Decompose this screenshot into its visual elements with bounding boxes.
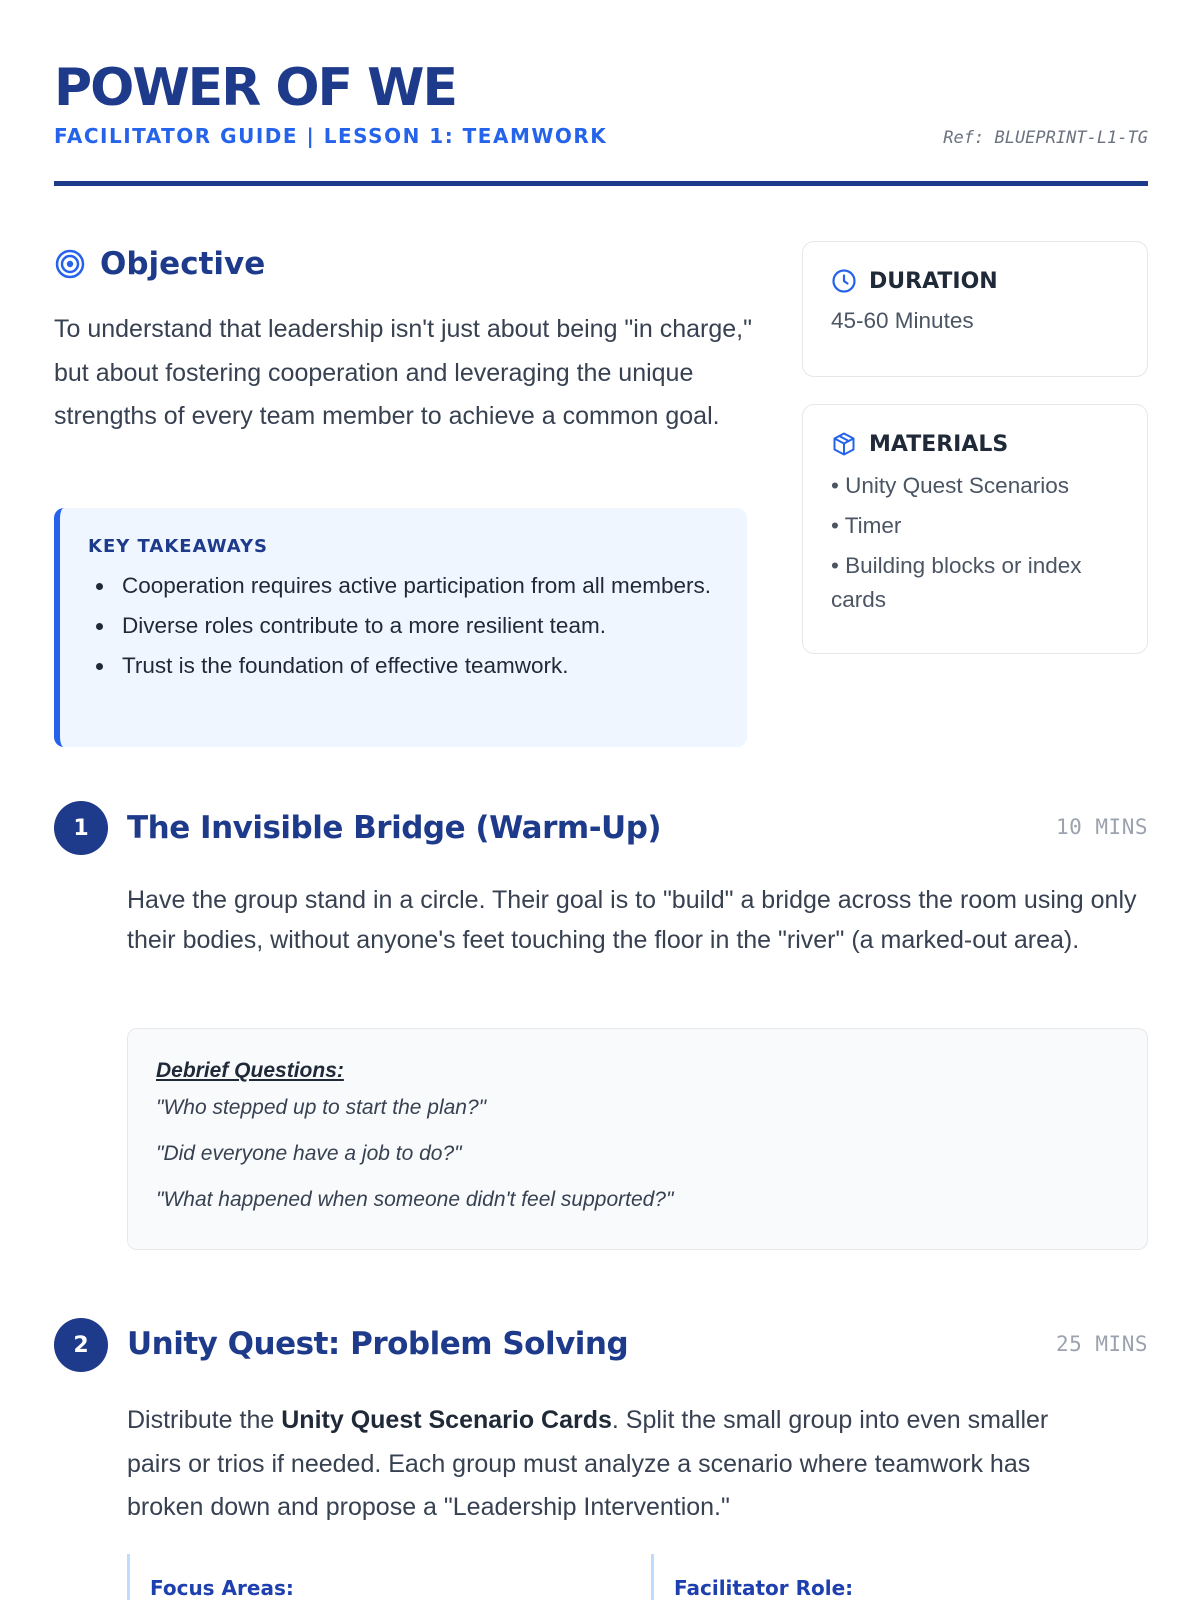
- takeaway-item: Cooperation requires active participation from all members.: [88, 569, 717, 602]
- key-takeaways-callout: [54, 508, 747, 747]
- materials-card: [802, 404, 1148, 654]
- step-number-badge: 1: [54, 801, 108, 855]
- step-number-badge: 2: [54, 1318, 108, 1372]
- reference-code: Ref: BLUEPRINT-L1-TG: [943, 128, 1148, 148]
- objective-text: To understand that leadership isn't just about being "in charge," but about fostering cooperation and leveraging the unique strengths of every team member to achieve a common goal.: [54, 315, 752, 430]
- scenario-cards-highlight: Unity Quest Scenario Cards: [281, 1406, 612, 1434]
- material-item: • Building blocks or index cards: [831, 553, 1082, 612]
- focus-areas-title: Focus Areas:: [150, 1576, 294, 1600]
- duration-heading: [831, 268, 1119, 294]
- section-description: Have the group stand in a circle. Their goal is to "build" a bridge across the room using only their bodies, without anyone's feet touching the floor in the "river" (a marked-out area).: [127, 886, 1137, 954]
- focus-areas-column: [127, 1554, 627, 1600]
- debrief-title: Debrief Questions:: [156, 1059, 344, 1082]
- facilitator-role-title: Facilitator Role:: [674, 1576, 854, 1600]
- facilitator-role-column: [651, 1554, 1148, 1600]
- section-title: Unity Quest: Problem Solving: [127, 1326, 629, 1362]
- clock-icon: [831, 268, 857, 294]
- debrief-question: "Did everyone have a job to do?": [156, 1142, 462, 1165]
- objective-heading: [54, 244, 265, 284]
- header-divider: [54, 181, 1148, 186]
- takeaway-item: Trust is the foundation of effective teamwork.: [88, 649, 717, 682]
- section-text-after: . Split the small group into even smaller pairs or trios if needed. Each group must analyze a scenario where teamwork has broken down and propose a "Leadership Intervention.": [127, 1406, 1049, 1521]
- material-item: • Unity Quest Scenarios: [831, 473, 1069, 498]
- debrief-question: "Who stepped up to start the plan?": [156, 1096, 487, 1119]
- document-title: POWER OF WE: [54, 58, 457, 118]
- section-duration: 25 MINS: [1055, 1332, 1148, 1356]
- debrief-question: "What happened when someone didn't feel supported?": [156, 1188, 674, 1211]
- materials-list: [831, 469, 1119, 617]
- facilitator-guide-page: [54, 0, 1148, 1600]
- section-duration: 10 MINS: [1055, 815, 1148, 839]
- materials-heading: [831, 431, 1119, 457]
- target-icon: [54, 248, 86, 280]
- box-icon: [831, 431, 857, 457]
- duration-card: [802, 241, 1148, 377]
- takeaway-item: Diverse roles contribute to a more resilient team.: [88, 609, 717, 642]
- debrief-questions-box: [127, 1028, 1148, 1250]
- material-item: • Timer: [831, 513, 902, 538]
- key-takeaways-list: [88, 569, 717, 682]
- duration-title: DURATION: [869, 268, 998, 294]
- document-subtitle: FACILITATOR GUIDE | LESSON 1: TEAMWORK: [54, 124, 608, 148]
- objective-title: Objective: [100, 246, 266, 282]
- section-title: The Invisible Bridge (Warm-Up): [127, 810, 662, 846]
- section-text-before: Distribute the: [127, 1406, 282, 1434]
- duration-value: 45-60 Minutes: [831, 308, 974, 333]
- key-takeaways-title: KEY TAKEAWAYS: [88, 536, 268, 557]
- section-description: [127, 1399, 1107, 1530]
- materials-title: MATERIALS: [869, 431, 1009, 457]
